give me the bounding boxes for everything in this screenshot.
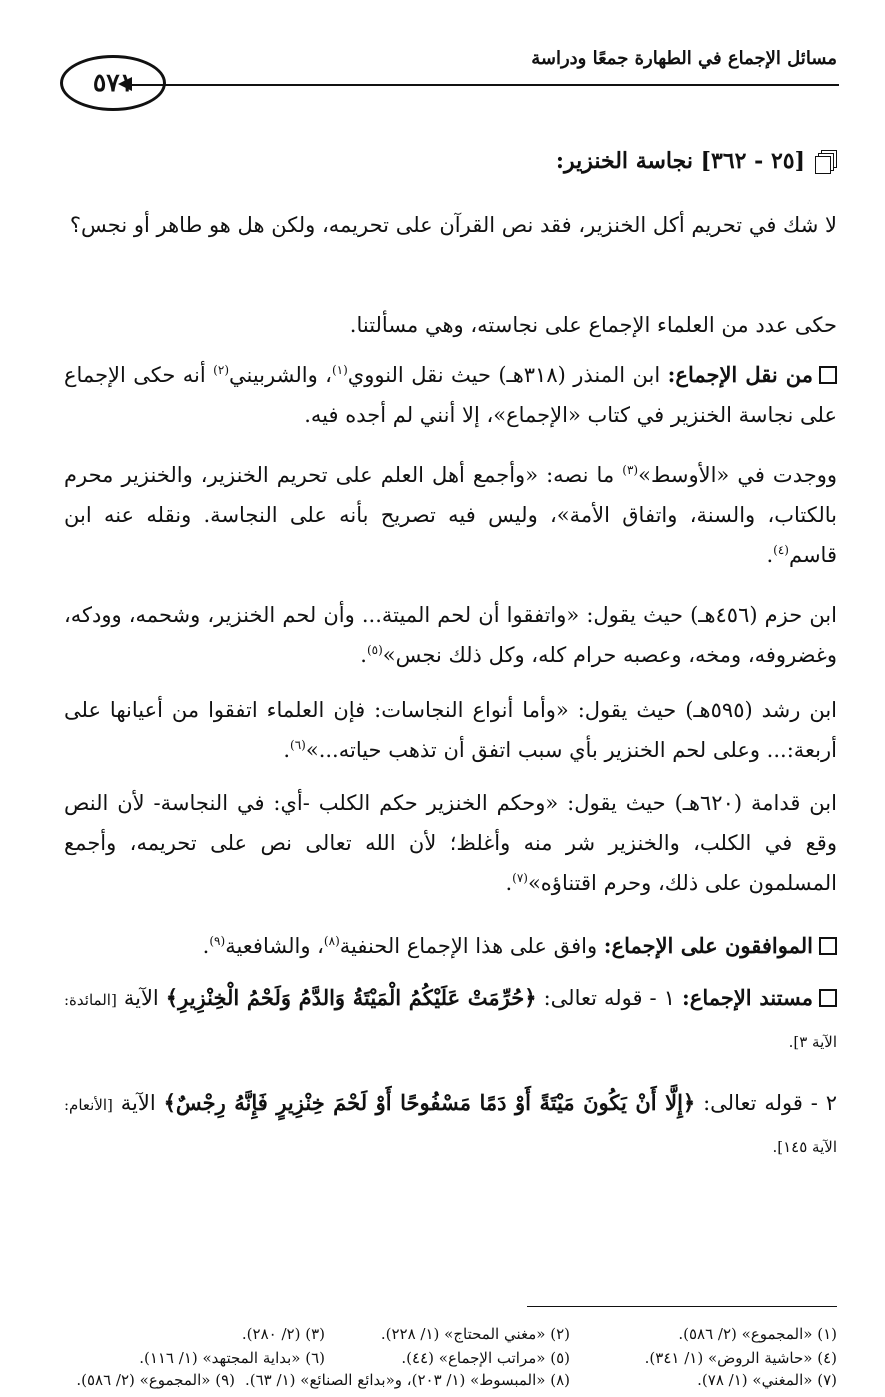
- paragraph-text: ٢ - قوله تعالى:: [695, 1091, 837, 1115]
- paragraph-transmitters: [64, 355, 837, 435]
- square-bullet-icon: [819, 937, 837, 955]
- paragraph-text: ووجدت في «الأوسط»: [638, 463, 837, 487]
- footnote: (٩) «المجموع» (٢/ ٥٨٦).: [76, 1371, 235, 1389]
- footnote-ref: (٧): [512, 871, 528, 885]
- paragraph-text: ١ - قوله تعالى:: [536, 986, 683, 1010]
- paragraph-text: .: [766, 543, 774, 567]
- paragraph-intro: [64, 205, 837, 245]
- paragraph-text: أنه حكى الإجماع على نجاسة الخنزير في كتاب «الإجماع»، إلا أنني لم أجده فيه.: [64, 363, 837, 427]
- square-bullet-icon: [819, 989, 837, 1007]
- footnote: (٧) «المغني» (١/ ٧٨).: [697, 1371, 837, 1389]
- paragraph-text: حكى عدد من العلماء الإجماع على نجاسته، وهي مسألتنا.: [349, 313, 837, 337]
- footnote-rule: [527, 1306, 837, 1307]
- paragraph-awsat: [64, 455, 837, 575]
- paragraph-agreeing: [64, 926, 837, 966]
- footnote: (١) «المجموع» (٢/ ٥٨٦).: [678, 1325, 837, 1343]
- paragraph-text: ابن المنذر (٣١٨هـ) حيث نقل النووي: [347, 363, 668, 387]
- paragraph-text: .: [360, 643, 367, 667]
- paragraph-text: لا شك في تحريم أكل الخنزير، فقد نص القرآن على تحريمه، ولكن هل هو طاهر أو نجس؟: [69, 213, 837, 237]
- paragraph-text: ابن رشد (٥٩٥هـ) حيث يقول: «وأما أنواع النجاسات: فإن العلماء اتفقوا من أعيانها على أربعة:... وعلى لحم الخنزير بأي سبب اتفق أن تذهب حياته...»: [64, 698, 838, 762]
- paragraph-text: ابن قدامة (٦٢٠هـ) حيث يقول: «وحكم الخنزير حكم الكلب -أي: في النجاسة- لأن النص وقع في الكلب، والخنزير شر منه وأغلظ؛ لأن الله تعالى نص على تحريمه، وأجمع المسلمون على ذلك، وحرم اقتناؤه»: [64, 791, 837, 895]
- paragraph-text: ما نصه: «وأجمع أهل العلم على تحريم الخنزير، والخنزير محرم بالكتاب، والسنة، واتفاق الأمة»، وليس فيه تصريح بأنه على النجاسة. ونقله عنه ابن قاسم: [64, 463, 837, 567]
- paragraph-ibn-rushd: [64, 690, 837, 770]
- verse-citation: [المائدة: الآية ٣].: [64, 991, 837, 1051]
- quran-verse: ﴿إِلَّا أَنْ يَكُونَ مَيْتَةً أَوْ دَمًا مَسْفُوحًا أَوْ لَحْمَ خِنْزِيرٍ فَإِنَّهُ رِجْسٌ﴾: [163, 1090, 696, 1115]
- paragraph-text: ، والشافعية: [225, 934, 324, 958]
- footnote: (٢) «مغني المحتاج» (١/ ٢٢٨).: [380, 1325, 570, 1343]
- section-title: [٢٥ - ٣٦٢] نجاسة الخنزير:: [555, 148, 805, 174]
- footnote-ref: (٥): [366, 643, 383, 657]
- paragraph-text: ، والشربيني: [229, 363, 332, 387]
- footnote-ref: (٩): [209, 934, 226, 948]
- footnote-ref: (٤): [773, 543, 789, 557]
- footnote-ref: (١): [331, 363, 348, 377]
- header-rule: [130, 84, 839, 86]
- footnote: (٥) «مراتب الإجماع» (٤٤).: [401, 1349, 570, 1367]
- verse-citation: [الأنعام: الآية ١٤٥].: [64, 1096, 837, 1156]
- square-bullet-icon: [819, 366, 837, 384]
- document-stack-icon: [815, 150, 837, 172]
- lead-label: مستند الإجماع:: [682, 985, 813, 1010]
- paragraph-ibn-hazm: [64, 595, 837, 675]
- footnote: (٨) «المبسوط» (١/ ٢٠٣)، و«بدائع الصنائع» (١/ ٦٣).: [245, 1371, 570, 1389]
- paragraph-text: .: [202, 934, 210, 958]
- paragraph-text: ابن حزم (٤٥٦هـ) حيث يقول: «واتفقوا أن لحم الميتة... وأن لحم الخنزير، وشحمه، وودكه، وغضروفه، ومخه، وعصبه حرام كله، وكل ذلك نجس»: [64, 603, 837, 667]
- paragraph-statement: [64, 305, 837, 345]
- paragraph-text: .: [505, 871, 513, 895]
- page-number: ٥٧١: [60, 55, 166, 111]
- lead-label: من نقل الإجماع:: [667, 362, 814, 387]
- running-title: مسائل الإجماع في الطهارة جمعًا ودراسة: [531, 48, 837, 69]
- paragraph-text: الآية: [112, 1091, 164, 1115]
- quran-verse: ﴿حُرِّمَتْ عَلَيْكُمُ الْمَيْتَةُ وَالدَّمُ وَلَحْمُ الْخِنْزِيرِ﴾: [165, 985, 537, 1010]
- paragraph-evidence: [64, 978, 837, 1062]
- lead-label: الموافقون على الإجماع:: [603, 933, 813, 958]
- paragraph-text: وافق على هذا الإجماع الحنفية: [339, 934, 604, 958]
- paragraph-ibn-qudama: [64, 783, 837, 903]
- footnote-ref: (٣): [622, 463, 639, 477]
- footnote-ref: (٢): [213, 363, 229, 377]
- section-heading: [556, 148, 837, 174]
- footnote-ref: (٨): [323, 934, 340, 948]
- paragraph-evidence-2: [64, 1083, 837, 1167]
- footnote-ref: (٦): [290, 738, 306, 752]
- paragraph-text: الآية: [116, 986, 166, 1010]
- footnote: (٤) «حاشية الروض» (١/ ٣٤١).: [644, 1349, 837, 1367]
- paragraph-text: .: [283, 738, 291, 762]
- footnote: (٦) «بداية المجتهد» (١/ ١١٦).: [139, 1349, 325, 1367]
- footnote: (٣) (٢/ ٢٨٠).: [241, 1325, 325, 1343]
